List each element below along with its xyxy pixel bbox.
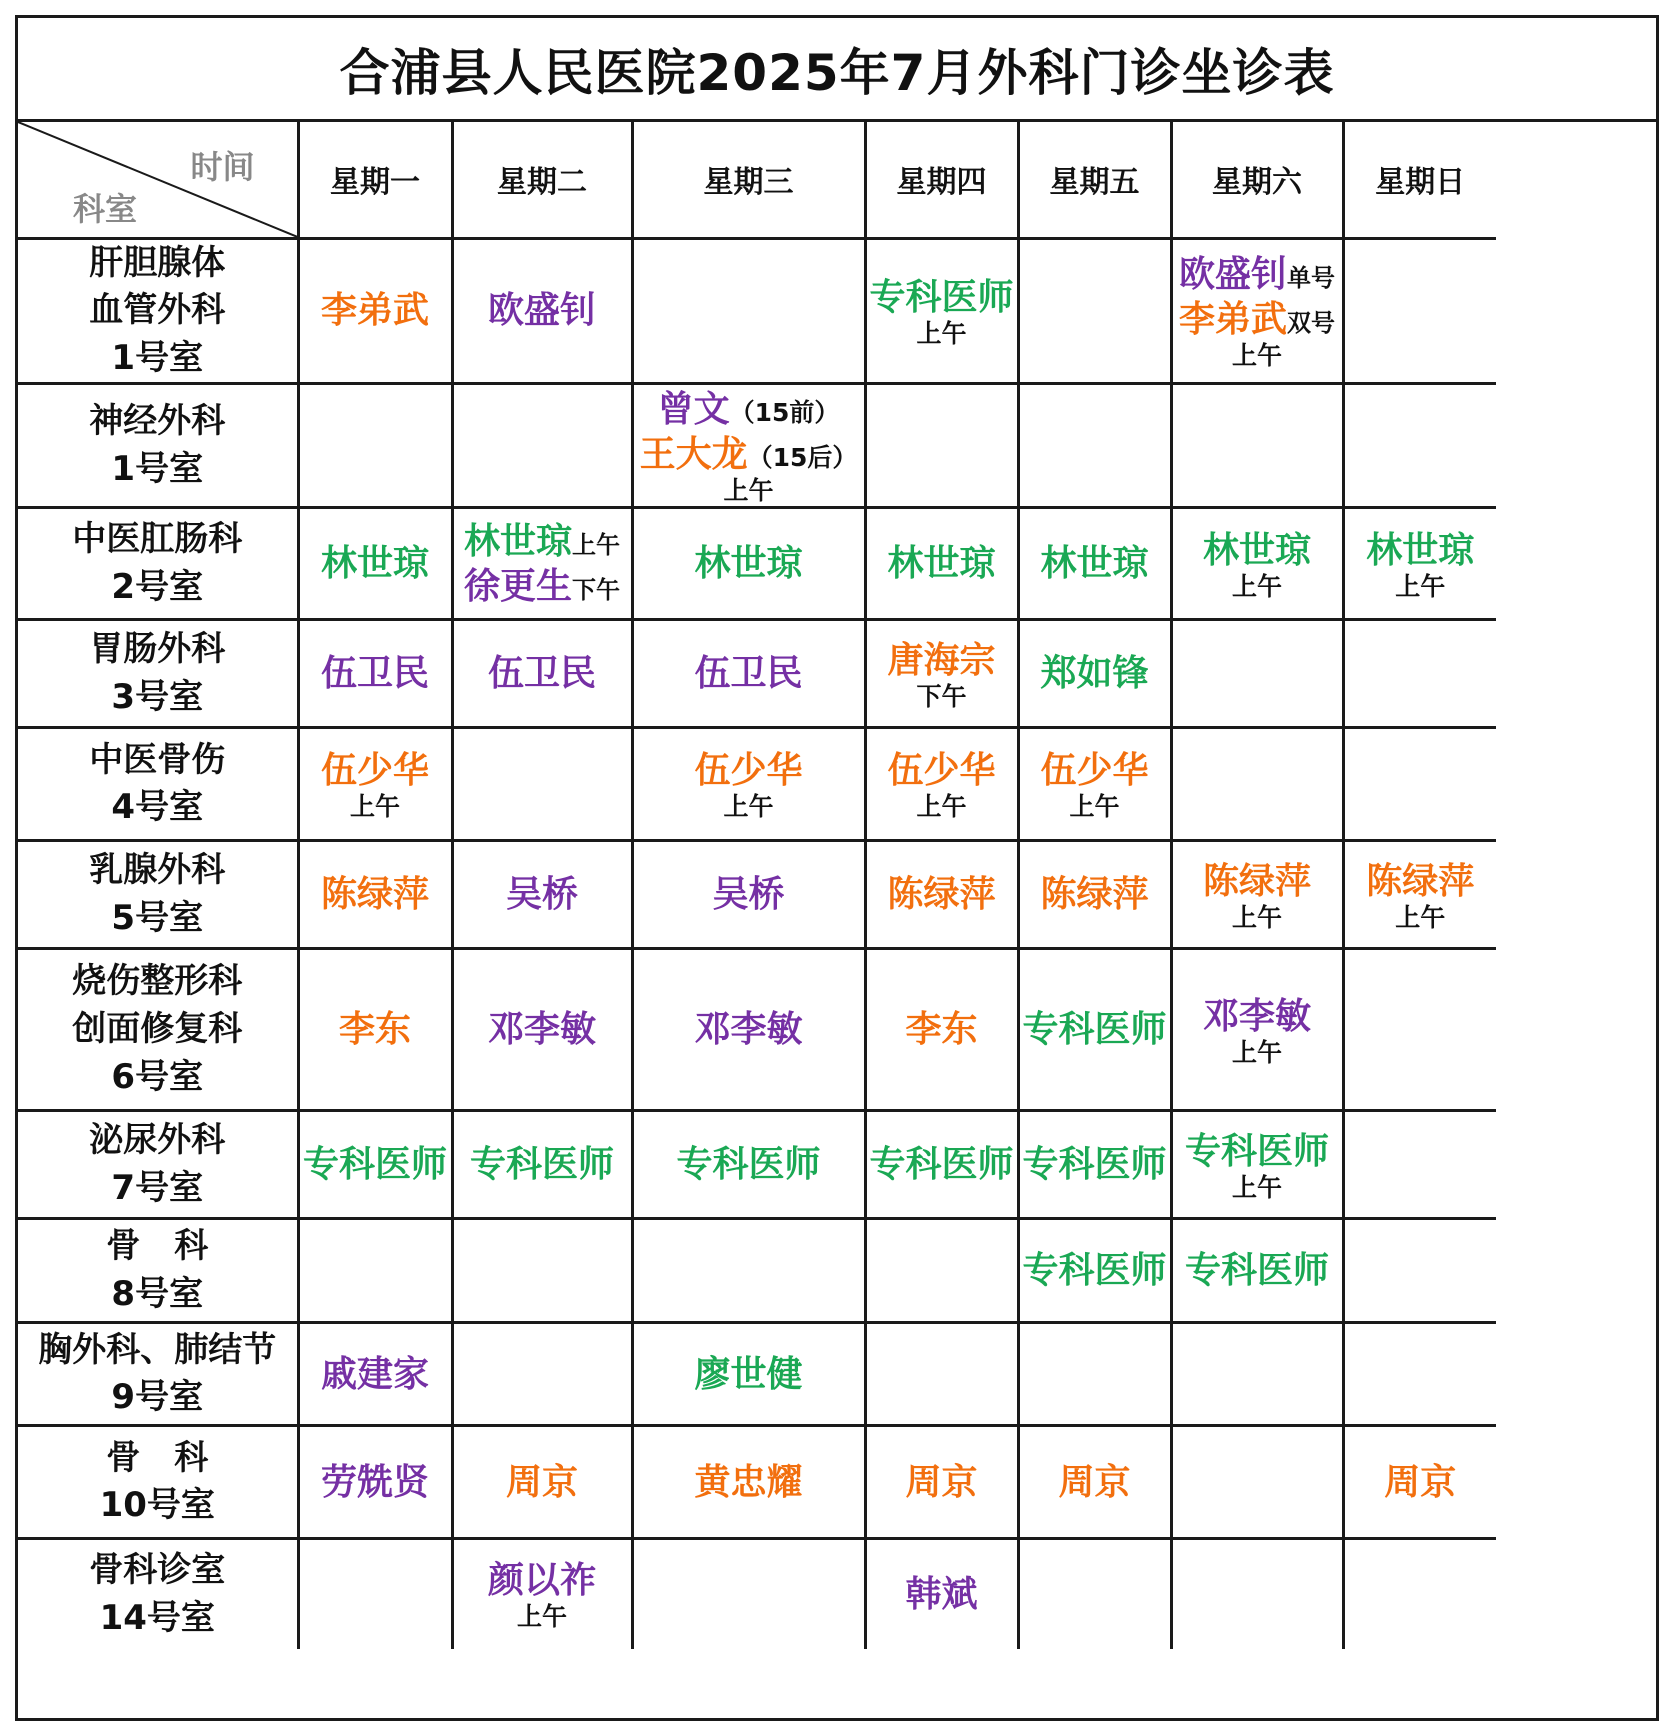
- table-row: [18, 1111, 1496, 1219]
- session-note: 上午: [1395, 902, 1446, 932]
- doctor-name: 林世琼: [1366, 529, 1475, 571]
- dept-name: 乳腺外科: [89, 850, 226, 891]
- day-header-wed: 星期三: [632, 122, 865, 238]
- room-number: 7号室: [111, 1167, 204, 1208]
- dept-name: 骨 科: [106, 1437, 209, 1478]
- room-number: 2号室: [111, 566, 204, 607]
- dept-name: 创面修复科: [72, 1008, 243, 1049]
- doctor-name-text: 欧盛钊: [1178, 254, 1287, 296]
- schedule-cell: [632, 620, 865, 728]
- doctor-name: 专科医师: [302, 1144, 447, 1186]
- doctor-name: 李东: [338, 1009, 411, 1051]
- doctor-name: [454, 564, 631, 609]
- schedule-cell: [632, 949, 865, 1111]
- schedule-cell: [865, 841, 1018, 949]
- schedule-cell: [298, 949, 452, 1111]
- dept-name: 骨科诊室: [89, 1549, 226, 1590]
- dept-name: 胃肠外科: [89, 629, 226, 670]
- schedule-cell: [298, 1323, 452, 1426]
- doctor-name: 专科医师: [1022, 1144, 1167, 1186]
- doctor-name: 林世琼: [1040, 543, 1149, 585]
- session-note: 上午: [1069, 792, 1120, 822]
- doctor-name: 伍卫民: [694, 653, 803, 695]
- table-row: [18, 508, 1496, 620]
- doctor-name: [634, 432, 864, 477]
- doctor-name: 伍少华: [694, 750, 803, 792]
- schedule-cell: [1343, 1426, 1496, 1539]
- room-number: 1号室: [111, 448, 204, 489]
- schedule-cell: [1343, 1323, 1496, 1426]
- schedule-cell: [1018, 1219, 1171, 1323]
- dept-cell: [18, 1111, 298, 1219]
- dept-name: 胸外科、肺结节: [38, 1329, 277, 1370]
- schedule-cell: [452, 1426, 632, 1539]
- doctor-name-text: 林世琼: [463, 520, 572, 562]
- doctor-name: 韩斌: [905, 1574, 978, 1616]
- schedule-cell: [298, 1539, 452, 1649]
- dept-cell: [18, 384, 298, 508]
- schedule-cell: [298, 841, 452, 949]
- doctor-name: 伍少华: [320, 750, 429, 792]
- schedule-cell: [452, 620, 632, 728]
- doctor-name: [1173, 297, 1342, 342]
- doctor-name: 专科医师: [1022, 1250, 1167, 1292]
- doctor-name: 林世琼: [887, 543, 996, 585]
- doctor-name: [1173, 252, 1342, 297]
- doctor-name: 专科医师: [1022, 1009, 1167, 1051]
- dept-cell: [18, 1426, 298, 1539]
- schedule-cell: [1018, 508, 1171, 620]
- table-row: [18, 728, 1496, 841]
- doctor-name: 专科医师: [1184, 1250, 1329, 1292]
- schedule-sheet: [15, 15, 1659, 1721]
- session-note: 上午: [516, 1602, 567, 1632]
- schedule-cell: [865, 728, 1018, 841]
- schedule-cell: [1018, 238, 1171, 384]
- doctor-name: 廖世健: [694, 1353, 803, 1395]
- table-row: [18, 620, 1496, 728]
- schedule-cell: [1171, 508, 1343, 620]
- schedule-cell: [865, 1111, 1018, 1219]
- doctor-name: 伍卫民: [320, 653, 429, 695]
- dept-name: 神经外科: [89, 401, 226, 442]
- schedule-cell: [1018, 949, 1171, 1111]
- date-tag: 双号: [1287, 309, 1335, 338]
- doctor-name: 李弟武: [320, 290, 429, 332]
- room-number: 1号室: [111, 337, 204, 378]
- session-note: 上午: [1231, 1037, 1282, 1067]
- doctor-name: 周京: [1058, 1461, 1131, 1503]
- dept-name: 烧伤整形科: [72, 961, 243, 1002]
- page-title: 合浦县人民医院2025年7月外科门诊坐诊表: [18, 18, 1656, 122]
- date-tag: 单号: [1287, 264, 1335, 293]
- dept-name: 肝胆腺体: [89, 242, 226, 283]
- schedule-cell: [1171, 949, 1343, 1111]
- schedule-cell: [452, 841, 632, 949]
- doctor-name: 伍卫民: [487, 653, 596, 695]
- schedule-cell: [298, 1219, 452, 1323]
- session-note: 上午: [723, 792, 774, 822]
- doctor-name: 陈绿萍: [1040, 874, 1149, 916]
- schedule-cell: [1018, 1539, 1171, 1649]
- doctor-name: 邓李敏: [694, 1009, 803, 1051]
- schedule-cell: [452, 238, 632, 384]
- schedule-cell: [1171, 620, 1343, 728]
- doctor-name: 专科医师: [469, 1144, 614, 1186]
- schedule-cell: [452, 1539, 632, 1649]
- doctor-name-text: 王大龙: [639, 434, 748, 476]
- table-row: [18, 841, 1496, 949]
- schedule-cell: [1171, 1426, 1343, 1539]
- room-number: 4号室: [111, 787, 204, 828]
- schedule-cell: [452, 949, 632, 1111]
- room-number: 3号室: [111, 676, 204, 717]
- doctor-name-text: 徐更生: [463, 565, 572, 607]
- doctor-name: 专科医师: [869, 276, 1014, 318]
- doctor-name: 林世琼: [1202, 529, 1311, 571]
- schedule-cell: [632, 1323, 865, 1426]
- dept-cell: [18, 238, 298, 384]
- room-number: 14号室: [99, 1597, 215, 1638]
- doctor-name: 邓李敏: [1202, 995, 1311, 1037]
- session-note: 下午: [916, 681, 967, 711]
- date-range-note: （15后）: [747, 443, 858, 473]
- doctor-name: 专科医师: [676, 1144, 821, 1186]
- room-number: 8号室: [111, 1273, 204, 1314]
- schedule-cell: [1171, 1539, 1343, 1649]
- schedule-cell: [632, 1219, 865, 1323]
- day-header-thu: 星期四: [865, 122, 1018, 238]
- doctor-name: 陈绿萍: [1202, 860, 1311, 902]
- doctor-name-text: 曾文: [657, 389, 730, 431]
- schedule-cell: [865, 238, 1018, 384]
- table-row: [18, 1426, 1496, 1539]
- doctor-name: 吴桥: [712, 874, 785, 916]
- doctor-name: 陈绿萍: [1366, 860, 1475, 902]
- schedule-cell: [1171, 841, 1343, 949]
- doctor-name: 陈绿萍: [320, 874, 429, 916]
- doctor-name: 郑如锋: [1040, 653, 1149, 695]
- doctor-name: 林世琼: [694, 543, 803, 585]
- schedule-cell: [1343, 728, 1496, 841]
- session-note: 上午: [1231, 902, 1282, 932]
- schedule-cell: [298, 238, 452, 384]
- schedule-cell: [632, 508, 865, 620]
- schedule-cell: [1343, 1111, 1496, 1219]
- doctor-name: 颜以祚: [487, 1560, 596, 1602]
- schedule-cell: [452, 1323, 632, 1426]
- schedule-cell: [632, 841, 865, 949]
- schedule-cell: [865, 508, 1018, 620]
- dept-name: 骨 科: [106, 1226, 209, 1267]
- schedule-cell: [632, 728, 865, 841]
- session-note: 上午: [1231, 341, 1282, 371]
- schedule-cell: [865, 620, 1018, 728]
- schedule-cell: [1171, 1219, 1343, 1323]
- schedule-cell: [1018, 1111, 1171, 1219]
- doctor-name: 伍少华: [1040, 750, 1149, 792]
- schedule-cell: [1343, 384, 1496, 508]
- session-note: 上午: [916, 318, 967, 348]
- room-number: 6号室: [111, 1056, 204, 1097]
- doctor-name: 欧盛钊: [487, 290, 596, 332]
- schedule-cell: [632, 1539, 865, 1649]
- schedule-cell: [452, 1219, 632, 1323]
- day-header-sat: 星期六: [1171, 122, 1343, 238]
- dept-cell: [18, 728, 298, 841]
- session-tag: 下午: [572, 575, 620, 604]
- doctor-name: 劳兟贤: [320, 1461, 429, 1503]
- schedule-cell: [452, 1111, 632, 1219]
- schedule-cell: [1171, 1111, 1343, 1219]
- schedule-cell: [452, 728, 632, 841]
- doctor-name: 唐海宗: [887, 639, 996, 681]
- schedule-cell: [1018, 620, 1171, 728]
- schedule-cell: [1018, 384, 1171, 508]
- schedule-cell: [1343, 620, 1496, 728]
- schedule-cell: [1343, 238, 1496, 384]
- doctor-name: [454, 519, 631, 564]
- doctor-name: 吴桥: [505, 874, 578, 916]
- dept-cell: [18, 1539, 298, 1649]
- session-note: 上午: [1231, 571, 1282, 601]
- room-number: 5号室: [111, 897, 204, 938]
- schedule-cell: [1343, 1539, 1496, 1649]
- dept-cell: [18, 1323, 298, 1426]
- doctor-name: 陈绿萍: [887, 874, 996, 916]
- header-row: [18, 122, 1496, 238]
- schedule-cell: [1343, 841, 1496, 949]
- dept-name: 中医肛肠科: [72, 519, 243, 560]
- schedule-cell: [298, 508, 452, 620]
- schedule-cell: [1171, 238, 1343, 384]
- schedule-cell: [298, 1426, 452, 1539]
- schedule-cell: [1018, 1323, 1171, 1426]
- table-row: [18, 1539, 1496, 1649]
- date-range-note: （15前）: [729, 398, 840, 428]
- table-row: [18, 1323, 1496, 1426]
- doctor-name: 戚建家: [320, 1353, 429, 1395]
- schedule-cell: [865, 1323, 1018, 1426]
- table-row: [18, 238, 1496, 384]
- doctor-name: 李东: [905, 1009, 978, 1051]
- schedule-cell: [298, 384, 452, 508]
- session-note: 上午: [1395, 571, 1446, 601]
- session-note: 上午: [916, 792, 967, 822]
- schedule-cell: [1343, 1219, 1496, 1323]
- corner-time-label: 时间: [190, 148, 255, 186]
- corner-cell: [18, 122, 298, 238]
- session-note: 上午: [349, 792, 400, 822]
- dept-cell: [18, 949, 298, 1111]
- schedule-cell: [452, 384, 632, 508]
- schedule-cell: [632, 1426, 865, 1539]
- doctor-name: 周京: [505, 1461, 578, 1503]
- table-row: [18, 949, 1496, 1111]
- schedule-cell: [865, 1426, 1018, 1539]
- dept-name: 中医骨伤: [89, 739, 226, 780]
- schedule-table: [18, 122, 1496, 1649]
- dept-cell: [18, 508, 298, 620]
- schedule-cell: [865, 1539, 1018, 1649]
- day-header-sun: 星期日: [1343, 122, 1496, 238]
- room-number: 10号室: [99, 1485, 215, 1526]
- schedule-cell: [1018, 1426, 1171, 1539]
- doctor-name: 林世琼: [320, 543, 429, 585]
- session-note: 上午: [723, 476, 774, 506]
- schedule-cell: [1171, 728, 1343, 841]
- day-header-fri: 星期五: [1018, 122, 1171, 238]
- schedule-cell: [1018, 841, 1171, 949]
- schedule-cell: [298, 728, 452, 841]
- dept-cell: [18, 620, 298, 728]
- doctor-name: [634, 387, 864, 432]
- session-note: 上午: [1231, 1172, 1282, 1202]
- day-header-tue: 星期二: [452, 122, 632, 238]
- schedule-cell: [298, 620, 452, 728]
- schedule-cell: [632, 384, 865, 508]
- table-row: [18, 1219, 1496, 1323]
- doctor-name: 黄忠耀: [694, 1461, 803, 1503]
- doctor-name: 周京: [1384, 1461, 1457, 1503]
- schedule-cell: [865, 949, 1018, 1111]
- doctor-name: 邓李敏: [487, 1009, 596, 1051]
- dept-name: 血管外科: [89, 290, 226, 331]
- session-tag: 上午: [572, 530, 620, 559]
- doctor-name: 伍少华: [887, 750, 996, 792]
- schedule-cell: [632, 1111, 865, 1219]
- schedule-cell: [865, 1219, 1018, 1323]
- corner-dept-label: 科室: [73, 190, 138, 228]
- schedule-cell: [1018, 728, 1171, 841]
- schedule-cell: [632, 238, 865, 384]
- doctor-name: 周京: [905, 1461, 978, 1503]
- schedule-cell: [452, 508, 632, 620]
- schedule-cell: [865, 384, 1018, 508]
- doctor-name: 专科医师: [869, 1144, 1014, 1186]
- schedule-cell: [1171, 1323, 1343, 1426]
- schedule-cell: [298, 1111, 452, 1219]
- schedule-cell: [1171, 384, 1343, 508]
- doctor-name-text: 李弟武: [1178, 299, 1287, 341]
- table-row: [18, 384, 1496, 508]
- dept-cell: [18, 1219, 298, 1323]
- dept-cell: [18, 841, 298, 949]
- doctor-name: 专科医师: [1184, 1130, 1329, 1172]
- schedule-cell: [1343, 949, 1496, 1111]
- diagonal-line: [18, 122, 298, 238]
- schedule-cell: [1343, 508, 1496, 620]
- day-header-mon: 星期一: [298, 122, 452, 238]
- room-number: 9号室: [111, 1377, 204, 1418]
- dept-name: 泌尿外科: [89, 1120, 226, 1161]
